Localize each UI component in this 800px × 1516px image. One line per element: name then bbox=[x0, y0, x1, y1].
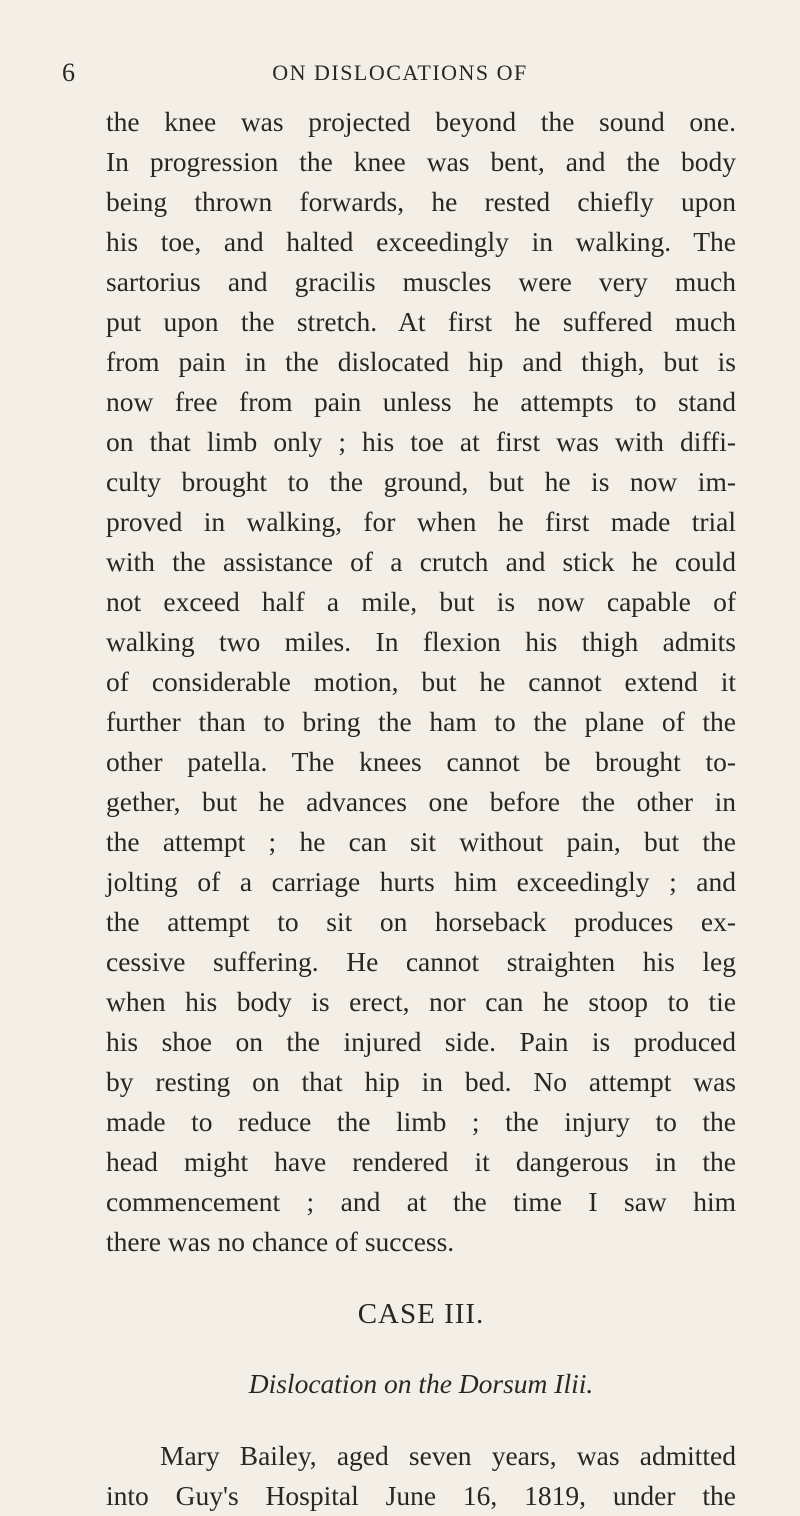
text-line: when his body is erect, nor can he stoop to tie bbox=[106, 986, 736, 1017]
running-title: ON DISLOCATIONS OF bbox=[272, 60, 528, 85]
text-line: with the assistance of a crutch and stick he could bbox=[106, 546, 736, 577]
text-line: other patella. The knees cannot be brought to- bbox=[106, 746, 736, 777]
text-line: of considerable motion, but he cannot extend it bbox=[106, 666, 736, 697]
text-line: from pain in the dislocated hip and thigh, but is bbox=[106, 346, 736, 377]
text-line: by resting on that hip in bed. No attempt was bbox=[106, 1066, 736, 1097]
text-line: culty brought to the ground, but he is now im- bbox=[106, 466, 736, 497]
case-subtitle: Dislocation on the Dorsum Ilii. bbox=[248, 1368, 594, 1399]
text-line: further than to bring the ham to the plane of the bbox=[106, 706, 736, 737]
text-line: his toe, and halted exceedingly in walking. The bbox=[106, 226, 736, 257]
text-line: Mary Bailey, aged seven years, was admitted bbox=[160, 1440, 736, 1471]
paragraph-2 bbox=[106, 1436, 736, 1516]
text-line: on that limb only ; his toe at first was with diffi- bbox=[106, 426, 736, 457]
text-line: the attempt ; he can sit without pain, but the bbox=[106, 826, 736, 857]
text-line: being thrown forwards, he rested chiefly upon bbox=[106, 186, 736, 217]
page-number: 6 bbox=[62, 58, 75, 87]
text-line: gether, but he advances one before the other in bbox=[106, 786, 736, 817]
text-line: the knee was projected beyond the sound one. bbox=[106, 106, 736, 137]
text-line: proved in walking, for when he first made trial bbox=[106, 506, 736, 537]
text-line: walking two miles. In flexion his thigh admits bbox=[106, 626, 736, 657]
text-line: not exceed half a mile, but is now capable of bbox=[106, 586, 736, 617]
text-line: now free from pain unless he attempts to stand bbox=[106, 386, 736, 417]
text-line: In progression the knee was bent, and the body bbox=[106, 146, 736, 177]
text-line: made to reduce the limb ; the injury to the bbox=[106, 1106, 736, 1137]
text-line: his shoe on the injured side. Pain is produced bbox=[106, 1026, 736, 1057]
paragraph-1 bbox=[106, 102, 736, 1262]
page-header bbox=[62, 58, 738, 92]
text-line: jolting of a carriage hurts him exceedingly ; and bbox=[106, 866, 736, 897]
text-line: commencement ; and at the time I saw him bbox=[106, 1186, 736, 1217]
case-heading: CASE III. bbox=[357, 1298, 485, 1330]
text-line: sartorius and gracilis muscles were very much bbox=[106, 266, 736, 297]
text-line: there was no chance of success. bbox=[106, 1226, 455, 1257]
text-line: cessive suffering. He cannot straighten his leg bbox=[106, 946, 736, 977]
text-line: the attempt to sit on horseback produces ex- bbox=[106, 906, 736, 937]
text-line: into Guy's Hospital June 16, 1819, under the bbox=[106, 1480, 736, 1511]
text-line: put upon the stretch. At first he suffered much bbox=[106, 306, 736, 337]
text-line: head might have rendered it dangerous in the bbox=[106, 1146, 736, 1177]
page-body bbox=[106, 102, 736, 1516]
